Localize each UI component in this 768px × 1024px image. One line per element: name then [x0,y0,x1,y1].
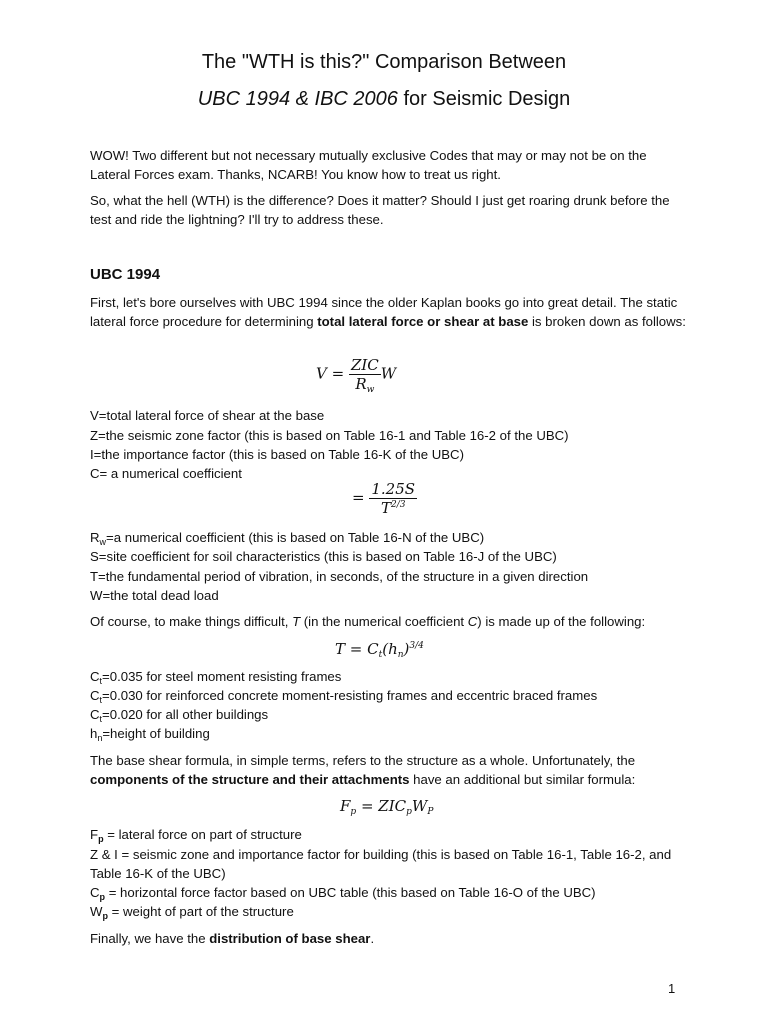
definition-line [90,686,710,705]
definition-line [90,705,710,724]
definition-line [90,667,710,686]
eq1-fraction [349,356,381,393]
ubc-p4-text-a: Finally, we have the [90,931,210,946]
ubc-p4-text-c: . [370,931,375,946]
def-text: = weight of part of the structure [107,904,294,919]
ubc-p3-text-c: have an additional but similar formula: [409,772,636,787]
def-symbol: R [90,530,100,545]
definition-line [90,902,710,921]
def-symbol-sub: n [97,733,103,743]
eq3-mid: (h [382,640,398,658]
intro-paragraph-1: WOW! Two different but not necessary mutually exclusive Codes that may or may not be on the Lateral Forces exam. Thanks, NCARB! You know how to treat us right. [90,148,647,182]
eq4-mid: = ZIC [356,797,407,815]
ubc-p1-text-c: is broken down as follows: [528,314,686,329]
title-ubc: UBC 1994 [197,88,291,110]
eq1-numerator: ZIC [350,356,379,374]
def-symbol-sub: t [99,695,103,705]
def-text: =0.030 for reinforced concrete moment-resisting frames and eccentric braced frames [102,688,598,703]
ubc-p2-text-d: ) is made up of the following: [477,614,646,629]
definition-line: Z & I = seismic zone and importance factor for building (this is based on Table 16-1, Table 16-2, and Table 16-K of the UBC) [90,847,672,881]
def-text: =a numerical coefficient (this is based on Table 16-N of the UBC) [106,530,485,545]
definition-line: Z=the seismic zone factor (this is based on Table 16-1 and Table 16-2 of the UBC) [90,428,569,443]
definition-line [90,528,710,547]
eq2-lhs: = [352,488,365,507]
eq4-end: W [411,797,428,815]
equation-coefficient-c [352,480,417,517]
eq1-rhs: W [380,364,397,383]
page-number: 1 [668,981,676,996]
ubc-p2-text-a: Of course, to make things difficult, [90,614,293,629]
eq4-end-sub: P [427,807,434,817]
equation-component-force [340,797,433,815]
title-ibc: IBC 2006 [314,88,398,110]
eq2-den-main: T [380,499,391,517]
ubc-p3-text-a: The base shear formula, in simple terms, refers to the structure as a whole. Unfortunately, the [90,753,636,768]
def-symbol-sub: p [102,911,108,921]
def-symbol-sub: w [99,537,107,547]
definition-line [90,825,710,844]
intro-paragraph-2: So, what the hell (WTH) is the difference? Does it matter? Should I just get roaring drunk before the test and ride the lightning? I'll try to address these. [90,193,670,227]
ubc-p1-text-a: First, let's bore ourselves with UBC 1994 since the older Kaplan books go into great detail. The static lateral force procedure for determining [90,295,678,329]
equation-period [335,640,424,658]
section-heading-ubc: UBC 1994 [90,266,161,283]
definition-line: T=the fundamental period of vibration, in seconds, of the structure in a given direction [90,569,589,584]
def-symbol: C [90,669,100,684]
eq2-den-sup: 2/3 [390,500,406,510]
def-symbol-sub: t [99,714,103,724]
definition-line: C= a numerical coefficient [90,466,242,481]
document-title-line1: The "WTH is this?" Comparison Between [201,51,567,73]
def-symbol: C [90,688,100,703]
definition-line: I=the importance factor (this is based on Table 16-K of the UBC) [90,447,464,462]
eq1-den-main: R [355,375,367,393]
ubc-p2-italic-t: T [292,614,301,629]
def-text: =0.020 for all other buildings [102,707,269,722]
eq3-lhs: T = C [335,640,379,658]
eq2-denominator [369,499,417,517]
definition-line [90,724,710,743]
document-title-line2 [0,86,768,112]
definition-line [90,883,710,902]
definition-line: S=site coefficient for soil characteristics (this is based on Table 16-J of the UBC) [90,549,557,564]
title-amp: & [290,88,315,110]
eq1-denominator [349,375,381,393]
def-text: = lateral force on part of structure [103,827,302,842]
eq2-fraction [369,480,417,517]
def-symbol: C [90,885,100,900]
def-text: =height of building [102,726,210,741]
def-symbol-sub: p [98,834,104,844]
eq2-numerator: 1.25S [371,480,416,498]
def-symbol: W [90,904,103,919]
ubc-paragraph-1 [90,293,690,331]
def-text: =0.035 for steel moment resisting frames [102,669,342,684]
ubc-paragraph-4 [90,929,690,948]
ubc-p1-bold: total lateral force or shear at base [317,314,529,329]
eq4-mid-sub: p [406,807,412,817]
def-symbol: C [90,707,100,722]
ubc-p3-bold: components of the structure and their attachments [90,772,410,787]
definition-line: V=total lateral force of shear at the base [90,408,325,423]
def-text: = horizontal force factor based on UBC table (this based on Table 16-O of the UBC) [105,885,596,900]
eq3-sub: t [378,650,383,660]
title-rest: for Seismic Design [397,88,571,110]
eq4-lhs: F [340,797,351,815]
definition-line: W=the total dead load [90,588,219,603]
def-symbol-sub: p [99,892,106,902]
eq3-sup: 3/4 [409,641,424,651]
ubc-p4-bold: distribution of base shear [209,931,371,946]
eq4-lhs-sub: p [350,807,357,817]
def-symbol: F [90,827,99,842]
eq1-den-sub: w [366,385,375,395]
ubc-paragraph-2 [90,612,690,631]
eq1-lhs: V = [316,364,345,383]
ubc-p2-italic-c: C [467,614,478,629]
def-symbol: h [90,726,98,741]
eq3-sub2: n [397,650,404,660]
def-symbol-sub: t [99,676,103,686]
ubc-p2-text-b: (in the numerical coefficient [300,614,468,629]
eq3-close: ) [403,640,410,658]
ubc-paragraph-3 [90,751,690,789]
equation-base-shear [316,356,396,393]
